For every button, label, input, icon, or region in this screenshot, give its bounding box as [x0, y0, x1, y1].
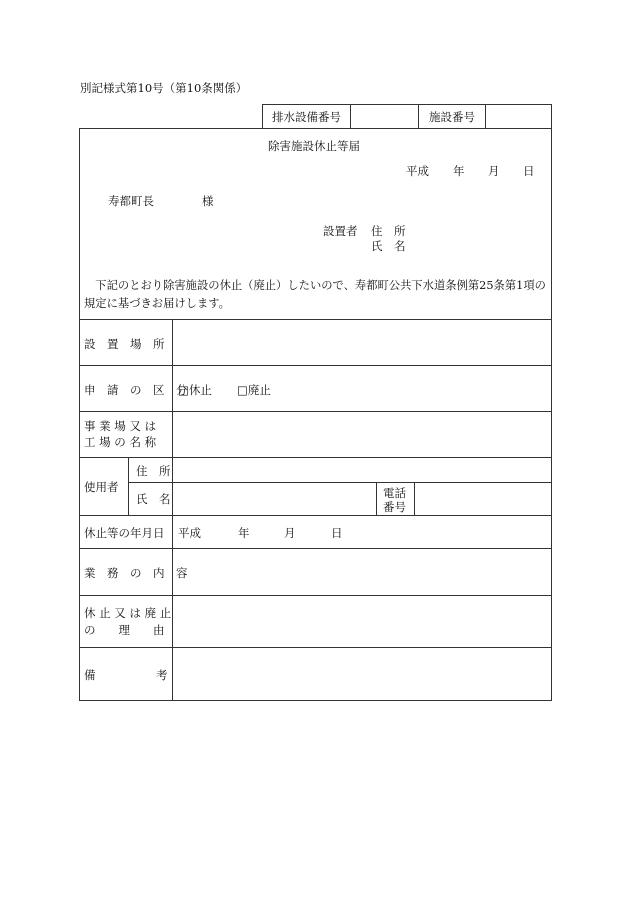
location-label: 設 置 場 所 [84, 337, 165, 351]
location-field[interactable] [174, 321, 550, 363]
phone-column-divider [376, 482, 377, 515]
user-subcolumn-divider [128, 457, 129, 515]
form-title: 除害施設休止等届 [268, 139, 360, 153]
suspend-date-label: 休止等の年月日 [84, 526, 165, 540]
reason-label-line1: 休 止 又 は 廃 止 [84, 606, 172, 620]
addressee-honorific: 様 [202, 194, 214, 208]
category-label: 申 請 の 区 分 [84, 383, 188, 397]
business-name-label-line1: 事 業 場 又 は [84, 419, 157, 433]
notice-body-text: 下記のとおり除害施設の休止（廃止）したいので、寿都町公共下水道条例第25条第1項の規定に基づきお届けします。 [84, 279, 546, 310]
facility-number-label: 施設番号 [418, 104, 485, 128]
phone-column-divider [414, 482, 415, 515]
facility-number-field[interactable] [485, 104, 552, 128]
user-address-field[interactable] [174, 459, 550, 481]
suspend-date-era: 平成 [178, 526, 201, 540]
row-divider [79, 647, 552, 648]
suspend-checkbox[interactable]: □休止 [178, 383, 212, 397]
row-divider [128, 482, 552, 483]
row-divider [79, 319, 552, 320]
date-year: 年 [453, 164, 465, 178]
user-name-field[interactable] [174, 484, 374, 514]
reason-label-line2: の 理 由 [84, 623, 165, 637]
row-divider [79, 457, 552, 458]
installer-label: 設置者 [323, 224, 358, 238]
user-label: 使用者 [84, 480, 119, 494]
row-divider [79, 548, 552, 549]
suspend-date-day: 日 [331, 526, 343, 540]
remarks-label-right: 考 [156, 668, 168, 682]
business-content-field[interactable] [174, 550, 550, 593]
date-era: 平成 [406, 164, 429, 178]
reason-field[interactable] [174, 597, 550, 645]
row-divider [79, 515, 552, 516]
user-address-label: 住 所 [136, 464, 171, 478]
remarks-field[interactable] [174, 649, 550, 699]
form-reference: 別記様式第10号（第10条関係） [80, 81, 248, 95]
phone-field[interactable] [416, 484, 550, 514]
abolish-checkbox[interactable]: □廃止 [237, 383, 271, 397]
row-divider [79, 411, 552, 412]
suspend-date-year: 年 [238, 526, 250, 540]
phone-label-line1: 電話 [383, 486, 406, 500]
label-column-divider [172, 319, 173, 701]
phone-label-line2: 番号 [383, 500, 406, 514]
row-divider [79, 365, 552, 366]
addressee-name: 寿都町長 [108, 194, 154, 208]
row-divider [79, 595, 552, 596]
drain-number-label: 排水設備番号 [262, 104, 350, 128]
installer-address-label: 住 所 [371, 224, 406, 238]
drain-number-field[interactable] [350, 104, 418, 128]
date-day: 日 [523, 164, 535, 178]
business-content-label: 業 務 の 内 容 [84, 566, 188, 580]
user-name-label: 氏 名 [136, 492, 171, 506]
installer-name-label: 氏 名 [371, 239, 406, 253]
remarks-label-left: 備 [84, 668, 96, 682]
business-name-label-line2: 工 場 の 名 称 [84, 435, 157, 449]
suspend-date-month: 月 [284, 526, 296, 540]
date-month: 月 [488, 164, 500, 178]
business-name-field[interactable] [174, 413, 550, 455]
